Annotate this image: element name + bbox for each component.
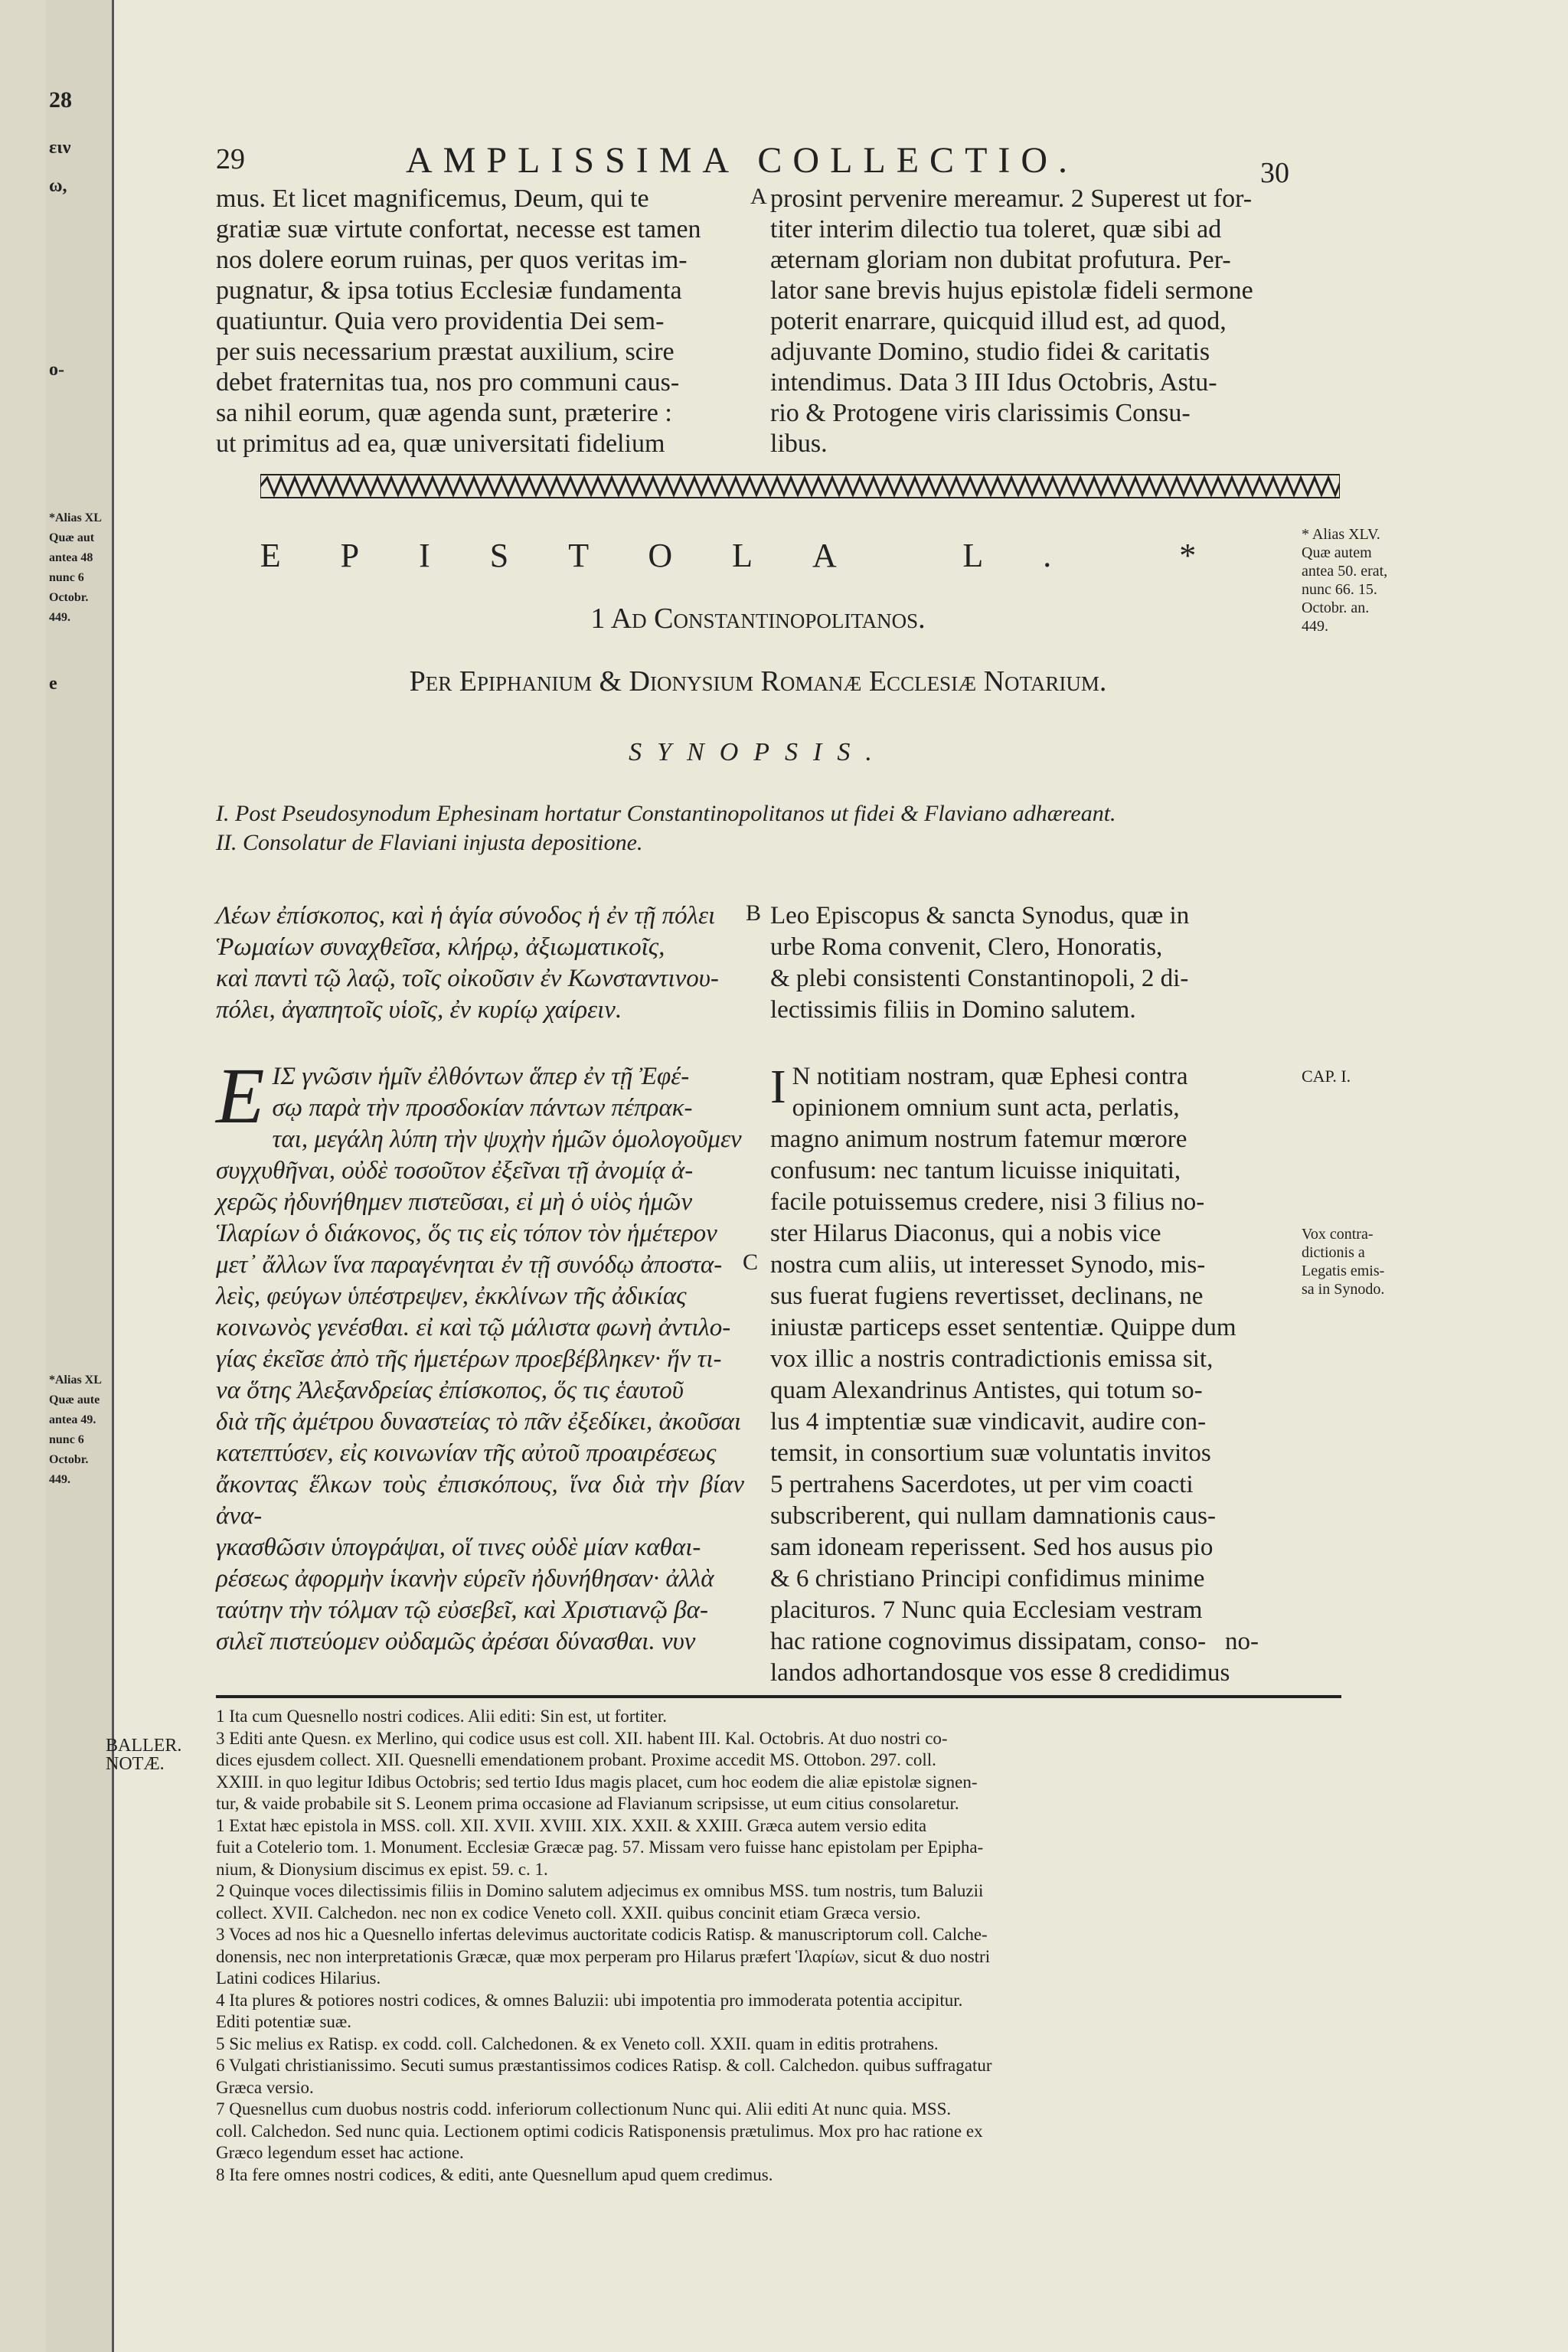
text-line: συγχυθῆναι, οὐδὲ τοσοῦτον ἐξεῖναι τῇ ἀνομίᾳ ἀ- (216, 1157, 694, 1184)
text-line: & 6 christiano Principi confidimus minime (770, 1565, 1205, 1592)
edge-fragment: 449. (49, 611, 70, 624)
main-margin-note (1302, 1225, 1455, 1298)
notes-label-line: NOTÆ. (106, 1754, 165, 1774)
notes-label (106, 1736, 181, 1773)
epistola-via: Per Epiphanium & Dionysium Romanæ Ecclesiæ Notarium. (409, 665, 1107, 697)
text-line: mus. Et licet magnificemus, Deum, qui te (216, 185, 649, 213)
footnote-line: dices ejusdem collect. XII. Quesnelli emendationem probant. Proxime accedit MS. Ottobon. 297. coll. (216, 1750, 936, 1769)
edge-fragment: nunc 6 (49, 1433, 84, 1446)
text-line: κοινωνὸς γενέσθαι. εἰ καὶ τῷ μάλιστα φωνὴ ἀντιλο- (216, 1314, 731, 1341)
text-line: να ὅτης Ἀλεξανδρείας ἐπίσκοπος, ὅς τις ἑαυτοῦ (216, 1377, 684, 1404)
footnote-line: 1 Extat hæc epistola in MSS. coll. XII. XVII. XVIII. XIX. XXII. & XXIII. Græca autem versio edita (216, 1815, 927, 1835)
text-line: iniustæ particeps esset sententiæ. Quippe dum (770, 1314, 1236, 1341)
text-line: σῳ παρὰ τὴν προσδοκίαν πάντων πέπρακ- (272, 1094, 693, 1122)
main-greek-text (216, 1052, 744, 1658)
text-line: 5 pertrahens Sacerdotes, ut per vim coacti (770, 1471, 1194, 1498)
edge-fragment: 449. (49, 1473, 70, 1486)
edge-fragment: Quæ aute (49, 1393, 100, 1406)
notes-divider (216, 1695, 1341, 1698)
edge-fragment: *Alias XL (49, 1374, 102, 1387)
footnote-line: 3 Editi ante Quesn. ex Merlino, qui codice usus est coll. XII. habent III. Kal. Octobris. At duo nostri co- (216, 1728, 948, 1748)
text-line: γίας ἐκεῖσε ἀπὸ τῆς ἡμετέρων προεβέβληκεν· ἥν τι- (216, 1345, 722, 1373)
edge-fragment: 28 (49, 87, 72, 113)
text-line: ἄκοντας ἕλκων τοὺς ἐπισκόπους, ἵνα διὰ τὴν βίαν ἀνα- (216, 1471, 744, 1530)
text-line: sa nihil eorum, quæ agenda sunt, præterire : (216, 399, 672, 427)
margin-marker-b: B (746, 900, 762, 926)
text-line: confusum: nec tantum licuisse iniquitati, (770, 1157, 1181, 1184)
footnote-line: 7 Quesnellus cum duobus nostris codd. inferiorum collectionum Nunc qui. Alii editi At nunc quia. MSS. (216, 2099, 952, 2118)
text-line: χερῶς ἠδυνήθημεν πιστεῦσαι, εἰ μὴ ὁ υἱὸς ἡμῶν (216, 1188, 693, 1216)
edge-fragment: e (49, 674, 57, 694)
side-note-line: * Alias XLV. (1302, 526, 1380, 543)
left-page-number: 29 (216, 143, 245, 175)
text-line: ster Hilarus Diaconus, qui a nobis vice (770, 1220, 1161, 1247)
text-line: per suis necessarium præstat auxilium, scire (216, 338, 675, 366)
latin-drop-cap: I (770, 1061, 786, 1113)
salutation-greek (216, 900, 744, 1026)
text-line: intendimus. Data 3 III Idus Octobris, Astu- (770, 368, 1217, 397)
text-line: opinionem omnium sunt acta, perlatis, (792, 1094, 1180, 1122)
footnote-line: donensis, nec non interpretationis Græcæ, quæ mox perperam pro Hilarus præfert Ἱλαρίων, sicut & duo nostri (216, 1946, 991, 1966)
text-line: gratiæ suæ virtute confortat, necesse est tamen (216, 215, 701, 243)
text-line: poterit enarrare, quicquid illud est, ad quod, (770, 307, 1227, 335)
footnote-line: 4 Ita plures & potiores nostri codices, & omnes Baluzii: ubi impotentia pro immoderata potentia accipitur. (216, 1990, 963, 2010)
text-line: facile potuissemus credere, nisi 3 filius no- (770, 1188, 1205, 1216)
footnote-line: Editi potentiæ suæ. (216, 2012, 351, 2031)
footnote-line: Græco legendum esset hac actione. (216, 2143, 464, 2162)
synopsis-list (216, 799, 1326, 858)
footnote-line: tur, & vaide probabile sit S. Leonem prima occasione ad Flavianum scripsisse, ut eum citius consolaretur. (216, 1794, 959, 1813)
footnote-line: collect. XVII. Calchedon. nec non ex codice Veneto coll. XXII. quibus concinit etiam Græca versio. (216, 1903, 921, 1922)
side-note-line: nunc 66. 15. (1302, 581, 1377, 598)
text-line: hac ratione cognovimus dissipatam, conso- (770, 1628, 1207, 1655)
text-line: lus 4 imptentiæ suæ vindicavit, audire con- (770, 1408, 1207, 1436)
edge-fragment: o- (49, 360, 64, 380)
text-line: ρέσεως ἀφορμὴν ἱκανὴν εὑρεῖν ἠδυνήθησαν· ἀλλὰ (216, 1565, 714, 1592)
footnote-line: Latini codices Hilarius. (216, 1968, 381, 1988)
edge-fragment: antea 49. (49, 1413, 96, 1426)
edge-fragment: ω, (49, 176, 67, 196)
text-line: N notitiam nostram, quæ Ephesi contra (792, 1063, 1188, 1090)
text-line: ται, μεγάλη λύπη τὴν ψυχὴν ἡμῶν ὁμολογοῦμεν (272, 1125, 742, 1153)
margin-marker-a: A (750, 184, 767, 209)
text-line: magno animum nostrum fatemur mœrore (770, 1125, 1187, 1153)
synopsis-title: SYNOPSIS. (629, 738, 887, 766)
margin-note-line: dictionis a (1302, 1244, 1365, 1261)
text-line: καὶ παντὶ τῷ λαῷ, τοῖς οἰκοῦσιν ἐν Κωνσταντινου- (216, 965, 719, 992)
text-line: placituros. 7 Nunc quia Ecclesiam vestram (770, 1596, 1203, 1624)
text-line: ταύτην τὴν τόλμαν τῷ εὐσεβεῖ, καὶ Χριστιανῷ βα- (216, 1596, 708, 1624)
footnote-line: coll. Calchedon. Sed nunc quia. Lectionem optimi codicis Ratisponensis prætulimus. Mox pro hac ratione ex (216, 2121, 983, 2141)
footnote-line: 8 Ita fere omnes nostri codices, & editi, ante Quesnellum apud quem credimus. (216, 2164, 773, 2184)
text-line: γκασθῶσιν ὑπογράψαι, οἵ τινες οὐδὲ μίαν καθαι- (216, 1534, 701, 1561)
text-line: subscriberent, qui nullam damnationis caus- (770, 1502, 1216, 1530)
text-line: sus fuerat fugiens revertisset, declinans, ne (770, 1282, 1204, 1310)
edge-fragment: ειν (49, 138, 71, 158)
edge-fragment: nunc 6 (49, 571, 84, 584)
text-line: lator sane brevis hujus epistolæ fideli sermone (770, 276, 1253, 305)
text-line: κατεπτύσεν, εἰς κοινωνίαν τῆς αὐτοῦ προαιρέσεως (216, 1439, 717, 1467)
text-line: σιλεῖ πιστεύομεν οὐδαμῶς ἀρέσαι δύνασθαι. νυν (216, 1628, 696, 1655)
footnote-line: 2 Quinque voces dilectissimis filiis in Domino salutem adjecimus ex omnibus MSS. tum nostris, tum Baluzii (216, 1881, 984, 1900)
running-title: AMPLISSIMA COLLECTIO. (406, 140, 1079, 181)
text-line: nos dolere eorum ruinas, per quos veritas im- (216, 246, 688, 274)
synopsis-item: I. Post Pseudosynodum Ephesinam hortatur Constantinopolitanos ut fidei & Flaviano adhæreant. (216, 801, 1116, 826)
footnote-line: nium, & Dionysium discimus ex epist. 59. c. 1. (216, 1859, 548, 1879)
text-line: ut primitus ad ea, quæ universitati fidelium (216, 430, 665, 458)
previous-page-edge (46, 0, 114, 2352)
text-line: prosint pervenire mereamur. 2 Superest ut for- (770, 185, 1253, 213)
text-line: nostra cum aliis, ut interesset Synodo, mis- (770, 1251, 1206, 1279)
edge-fragment: Quæ aut (49, 531, 95, 544)
text-line: pugnatur, & ipsa totius Ecclesiæ fundamenta (216, 276, 682, 305)
salutation-latin (770, 900, 1298, 1026)
edge-fragment: antea 48 (49, 551, 93, 564)
text-line: quatiuntur. Quia vero providentia Dei sem- (216, 307, 665, 335)
epistola-title: EPISTOLA L. * (260, 537, 1256, 574)
side-note-line: antea 50. erat, (1302, 563, 1388, 580)
footnotes (216, 1706, 1341, 2186)
footnote-line: 5 Sic melius ex Ratisp. ex codd. coll. Calchedonen. & ex Veneto coll. XXII. quam in editis protrahens. (216, 2034, 939, 2053)
notes-label-line: BALLER. (106, 1736, 182, 1756)
text-line: temsit, in consortium suæ voluntatis invitos (770, 1439, 1211, 1467)
footnote-line: fuit a Cotelerio tom. 1. Monument. Ecclesiæ Græcæ pag. 57. Missam vero fuisse hanc epistolam per Epipha- (216, 1838, 984, 1857)
text-line: titer interim dilectio tua toleret, quæ sibi ad (770, 215, 1222, 243)
text-line: vox illic a nostris contradictionis emissa sit, (770, 1345, 1214, 1373)
margin-marker-c: C (743, 1250, 759, 1275)
footnote-line: Græca versio. (216, 2077, 314, 2097)
edge-fragment: Octobr. (49, 591, 89, 604)
footnote-line: XXIII. in quo legitur Idibus Octobris; sed tertio Idus magis placet, cum hoc eodem die aliæ epistolæ signen- (216, 1772, 978, 1792)
footnote-line: 3 Voces ad nos hic a Quesnello infertas delevimus auctoritate codicis Ratisp. & manuscriptorum coll. Calche- (216, 1925, 988, 1944)
side-note-line: 449. (1302, 618, 1328, 635)
side-note-line: Octobr. an. (1302, 599, 1370, 616)
ornamental-divider (260, 473, 1340, 499)
chapter-label: CAP. I. (1302, 1067, 1351, 1086)
text-line: landos adhortandosque vos esse 8 credidimus (770, 1659, 1230, 1687)
text-line: Ῥωμαίων συναχθεῖσα, κλήρῳ, ἀξιωματικοῖς, (216, 933, 665, 961)
epistola-side-note (1302, 525, 1455, 635)
side-note-line: Quæ autem (1302, 544, 1372, 561)
text-line: libus. (770, 430, 828, 458)
text-line: λεὶς, φεύγων ὑπέστρεψεν, ἐκκλίνων τῆς ἀδικίας (216, 1282, 687, 1310)
footnote-line: 6 Vulgati christianissimo. Secuti sumus præstantissimos codices Ratisp. & coll. Calchedon. quibus suffragatur (216, 2056, 992, 2075)
edge-fragment: *Alias XL (49, 511, 102, 524)
text-line: μετ᾽ ἄλλων ἵνα παραγένηται ἐν τῇ συνόδῳ ἀποστα- (216, 1251, 723, 1279)
right-page-number: 30 (1260, 157, 1289, 189)
edge-fragment: Octobr. (49, 1453, 89, 1466)
margin-note-line: sa in Synodo. (1302, 1281, 1385, 1298)
margin-note-line: Legatis emis- (1302, 1263, 1385, 1279)
catchword: no- (1225, 1628, 1259, 1655)
text-line: debet fraternitas tua, nos pro communi caus- (216, 368, 680, 397)
top-right-column (770, 184, 1298, 459)
text-line: Λέων ἐπίσκοπος, καὶ ἡ ἁγία σύνοδος ἡ ἐν τῇ πόλει (216, 902, 716, 929)
book-page (46, 0, 1568, 2352)
footnote-line: 1 Ita cum Quesnello nostri codices. Alii editi: Sin est, ut fortiter. (216, 1707, 667, 1726)
text-line: rio & Protogene viris clarissimis Consu- (770, 399, 1191, 427)
text-line: & plebi consistenti Constantinopoli, 2 di- (770, 965, 1189, 992)
text-line: Ἱλαρίων ὁ διάκονος, ὅς τις εἰς τόπον τὸν ἡμέτερον (216, 1220, 717, 1247)
synopsis-item: II. Consolatur de Flaviani injusta depositione. (216, 830, 643, 855)
greek-drop-cap: Ε (216, 1052, 265, 1140)
text-line: æternam gloriam non dubitat profutura. Per- (770, 246, 1231, 274)
epistola-recipient: 1 Ad Constantinopolitanos. (590, 603, 926, 635)
text-line: Leo Episcopus & sancta Synodus, quæ in (770, 902, 1190, 929)
text-line: διὰ τῆς ἀμέτρου δυναστείας τὸ πᾶν ἐξεδίκει, ἀκοῦσαι (216, 1408, 742, 1436)
top-left-column (216, 184, 744, 459)
text-line: quam Alexandrinus Antistes, qui totum so- (770, 1377, 1203, 1404)
text-line: sam idoneam reperissent. Sed hos ausus pio (770, 1534, 1214, 1561)
main-latin-text (770, 1061, 1298, 1689)
text-line: urbe Roma convenit, Clero, Honoratis, (770, 933, 1163, 961)
text-line: adjuvante Domino, studio fidei & caritatis (770, 338, 1210, 366)
margin-note-line: Vox contra- (1302, 1226, 1374, 1243)
text-line: lectissimis filiis in Domino salutem. (770, 996, 1136, 1024)
text-line: ΙΣ γνῶσιν ἡμῖν ἐλθόντων ἅπερ ἐν τῇ Ἐφέ- (272, 1063, 690, 1090)
text-line: πόλει, ἀγαπητοῖς υἱοῖς, ἐν κυρίῳ χαίρειν. (216, 996, 622, 1024)
